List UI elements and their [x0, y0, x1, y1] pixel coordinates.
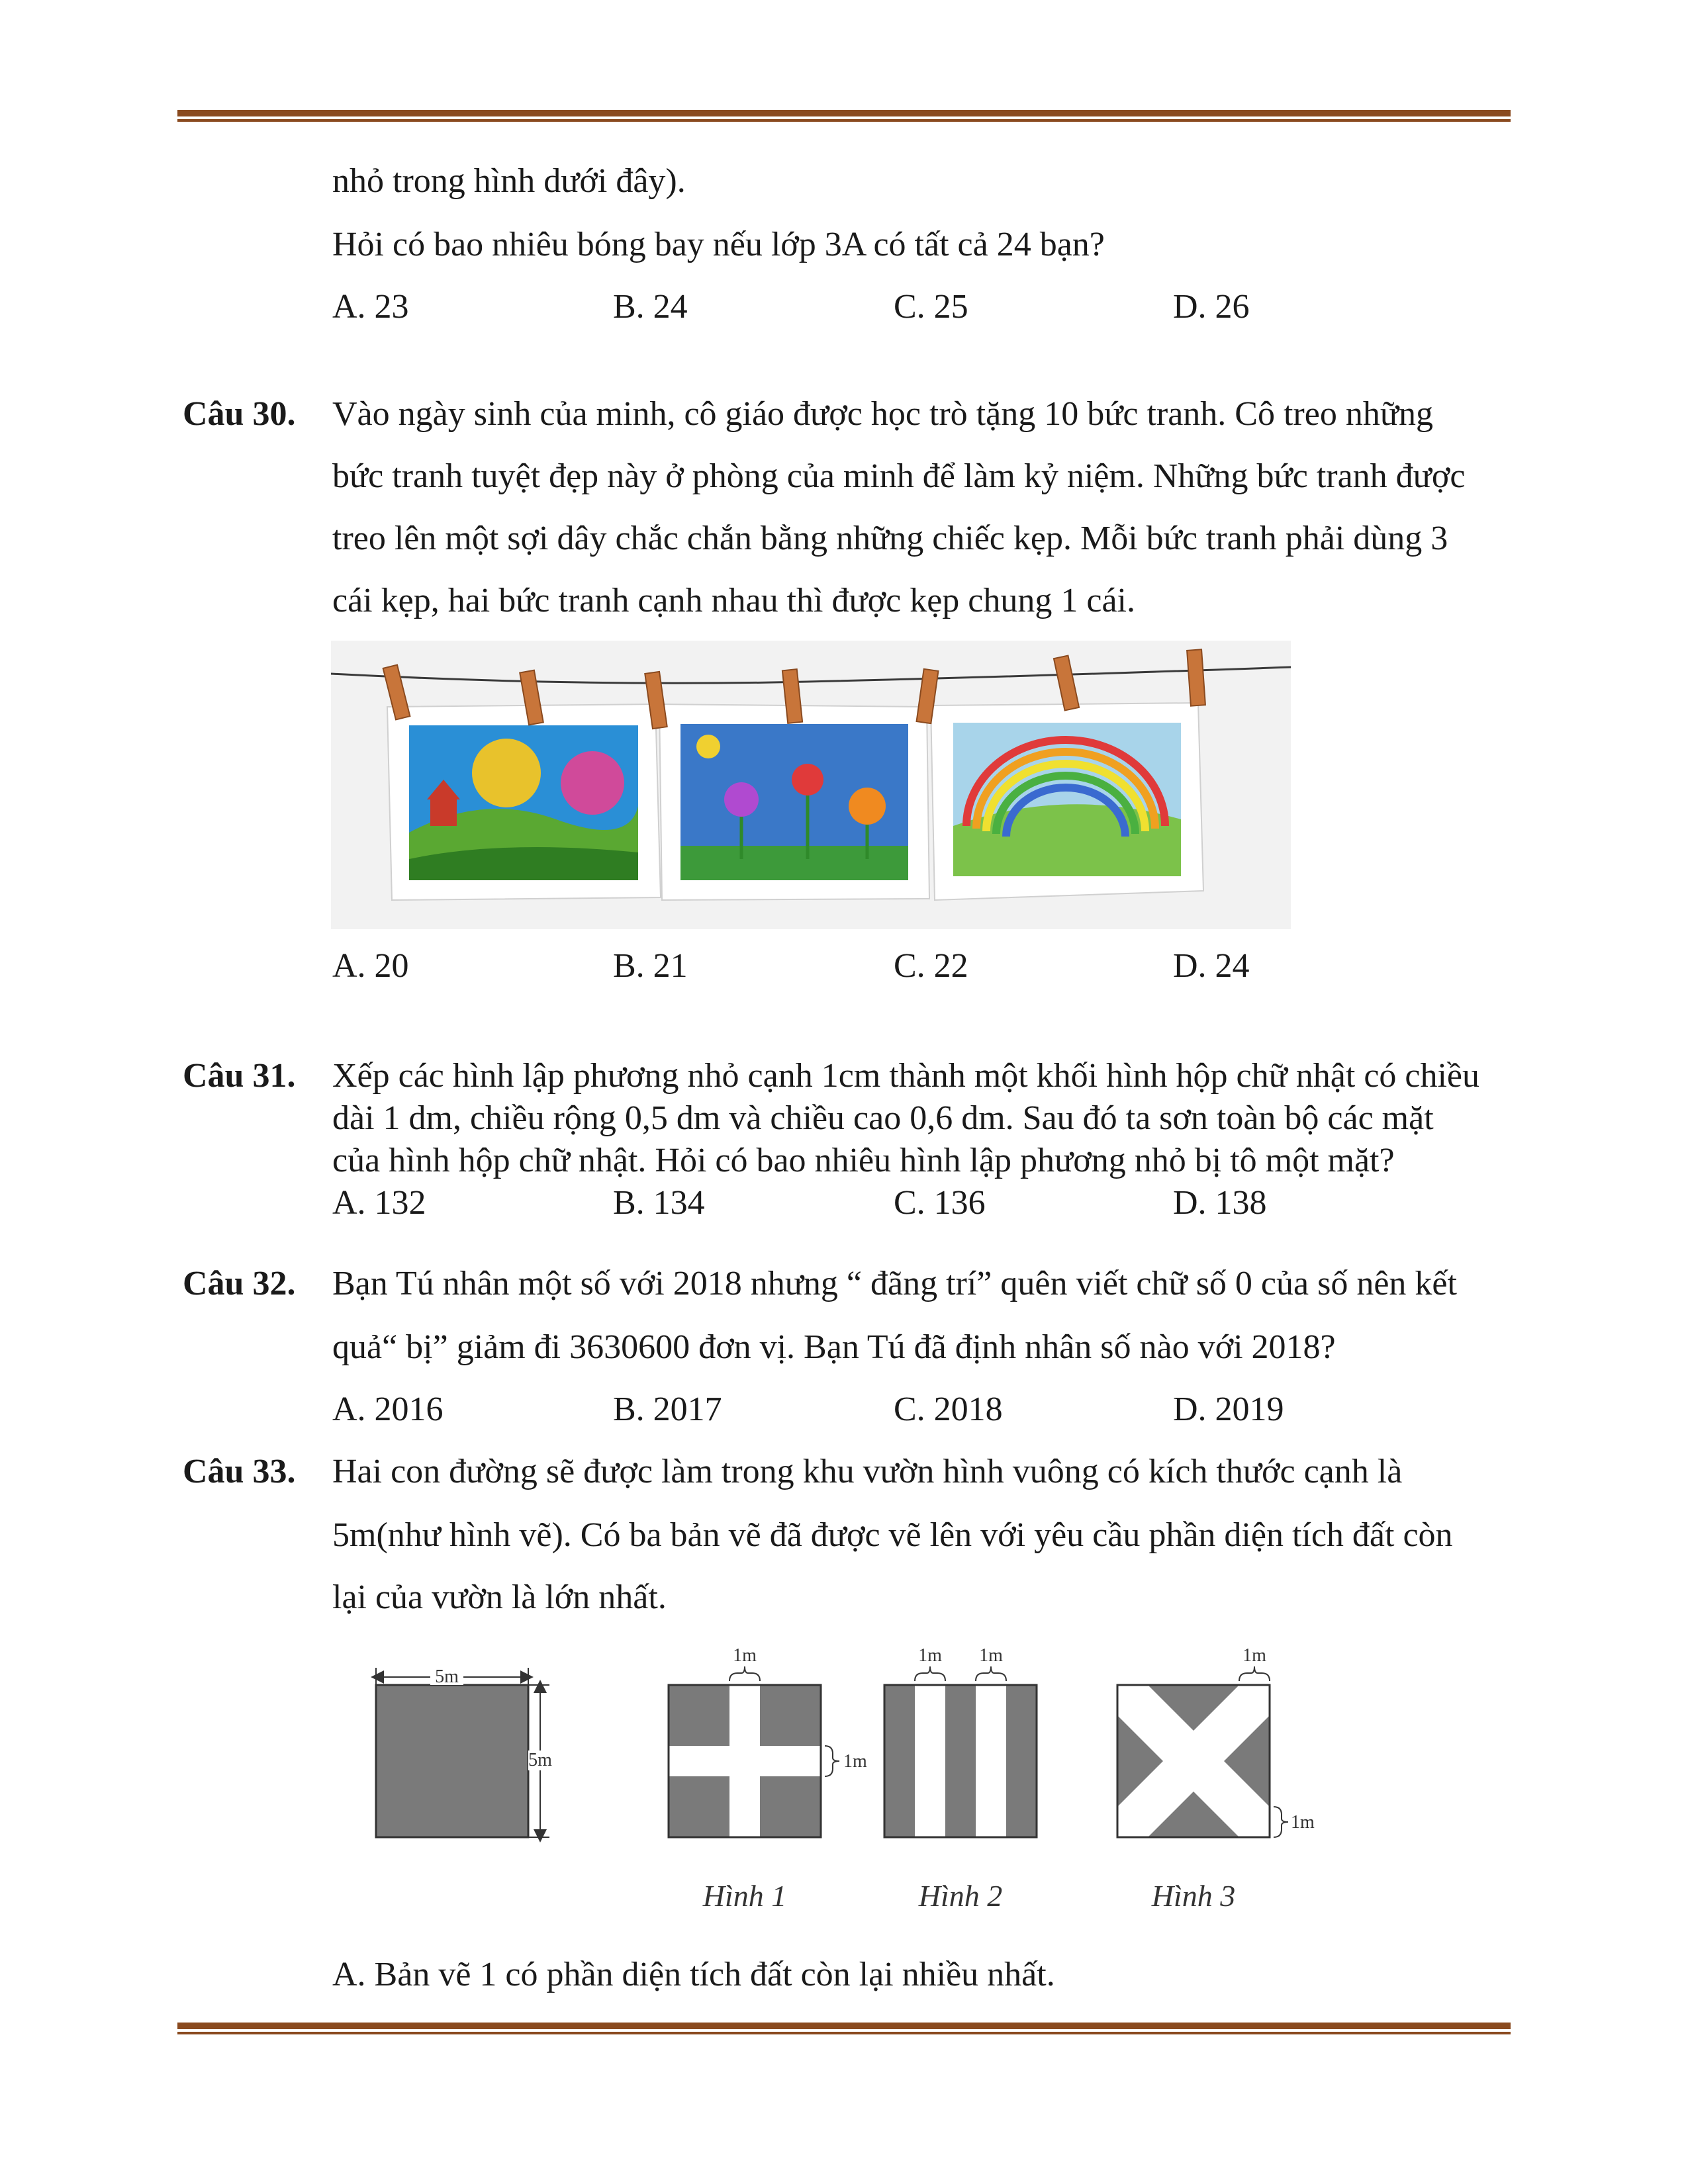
- hanging-paintings-illustration: [331, 641, 1291, 929]
- q29-option-c: C. 25: [894, 288, 968, 326]
- garden-figure-2: [884, 1645, 1037, 1913]
- garden-figure-1: [669, 1645, 867, 1913]
- q30-option-a: A. 20: [332, 947, 409, 985]
- caption-hinh-1: Hình 1: [702, 1879, 787, 1913]
- q31-line-1: Xếp các hình lập phương nhỏ cạnh 1cm thành một khối hình hộp chữ nhật có chiều: [332, 1057, 1480, 1095]
- q30-line-4: cái kẹp, hai bức tranh cạnh nhau thì được kẹp chung 1 cái.: [332, 582, 1135, 619]
- q32-option-b: B. 2017: [613, 1390, 722, 1428]
- garden-figure-3: [1117, 1645, 1315, 1913]
- garden-diagrams: [357, 1641, 1350, 1933]
- q29-line-1: nhỏ trong hình dưới đây).: [332, 162, 686, 200]
- q31-option-c: C. 136: [894, 1184, 986, 1222]
- fig2-dim-road-1: 1m: [918, 1645, 942, 1666]
- q30-option-c: C. 22: [894, 947, 968, 985]
- q32-option-c: C. 2018: [894, 1390, 1003, 1428]
- q31-line-3: của hình hộp chữ nhật. Hỏi có bao nhiêu hình lập phương nhỏ bị tô một mặt?: [332, 1142, 1395, 1179]
- painting-2: [659, 704, 929, 900]
- q30-option-b: B. 21: [613, 947, 688, 985]
- q31-option-a: A. 132: [332, 1184, 426, 1222]
- q32-label: Câu 32.: [183, 1265, 296, 1302]
- caption-hinh-3: Hình 3: [1151, 1879, 1236, 1913]
- q33-label: Câu 33.: [183, 1453, 296, 1490]
- q32-line-2: quả“ bị” giảm đi 3630600 đơn vị. Bạn Tú đã định nhân số nào với 2018?: [332, 1328, 1336, 1366]
- footer-rule: [177, 2023, 1511, 2034]
- fig1-dim-road-top: 1m: [733, 1645, 757, 1666]
- painting-3: [931, 703, 1203, 900]
- dim-5m-top: 5m: [435, 1666, 459, 1687]
- q30-line-2: bức tranh tuyệt đẹp này ở phòng của minh để làm kỷ niệm. Những bức tranh được: [332, 457, 1466, 495]
- q33-line-1: Hai con đường sẽ được làm trong khu vườn hình vuông có kích thước cạnh là: [332, 1453, 1403, 1490]
- q30-line-1: Vào ngày sinh của minh, cô giáo được học trò tặng 10 bức tranh. Cô treo những: [332, 395, 1434, 433]
- q29-option-a: A. 23: [332, 288, 409, 326]
- q31-option-d: D. 138: [1173, 1184, 1267, 1222]
- q32-option-a: A. 2016: [332, 1390, 444, 1428]
- q31-label: Câu 31.: [183, 1057, 296, 1095]
- q29-option-d: D. 26: [1173, 288, 1250, 326]
- q33-line-3: lại của vườn là lớn nhất.: [332, 1578, 667, 1616]
- fig2-dim-road-2: 1m: [979, 1645, 1003, 1666]
- q29-line-2: Hỏi có bao nhiêu bóng bay nếu lớp 3A có tất cả 24 bạn?: [332, 226, 1105, 263]
- header-rule: [177, 110, 1511, 122]
- q31-option-b: B. 134: [613, 1184, 705, 1222]
- q33-option-a: A. Bản vẽ 1 có phần diện tích đất còn lại nhiều nhất.: [332, 1956, 1055, 1993]
- dim-5m-side: 5m: [528, 1750, 552, 1770]
- q31-line-2: dài 1 dm, chiều rộng 0,5 dm và chiều cao 0,6 dm. Sau đó ta sơn toàn bộ các mặt: [332, 1099, 1434, 1137]
- q30-option-d: D. 24: [1173, 947, 1250, 985]
- q29-option-b: B. 24: [613, 288, 688, 326]
- q33-line-2: 5m(như hình vẽ). Có ba bản vẽ đã được vẽ lên với yêu cầu phần diện tích đất còn: [332, 1516, 1453, 1554]
- painting-1: [387, 704, 661, 900]
- q30-label: Câu 30.: [183, 395, 296, 433]
- garden-original: [376, 1666, 555, 1837]
- caption-hinh-2: Hình 2: [918, 1879, 1003, 1913]
- fig3-dim-road-side: 1m: [1291, 1812, 1315, 1833]
- q30-line-3: treo lên một sợi dây chắc chắn bằng những chiếc kẹp. Mỗi bức tranh phải dùng 3: [332, 520, 1448, 557]
- fig1-dim-road-side: 1m: [843, 1751, 867, 1772]
- q32-line-1: Bạn Tú nhân một số với 2018 nhưng “ đãng trí” quên viết chữ số 0 của số nên kết: [332, 1265, 1457, 1302]
- fig3-dim-road-top: 1m: [1243, 1645, 1266, 1666]
- q32-option-d: D. 2019: [1173, 1390, 1284, 1428]
